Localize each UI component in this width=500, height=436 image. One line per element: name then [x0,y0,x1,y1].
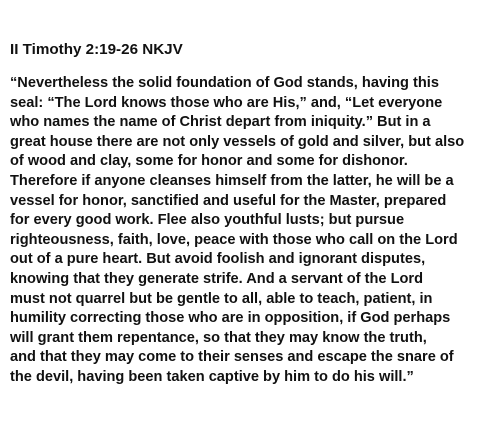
passage-line: Therefore if anyone cleanses himself from the latter, he will be a [10,172,454,189]
passage-line: humility correcting those who are in opposition, if God perhaps [10,310,451,327]
passage-title: II Timothy 2:19-26 NKJV [10,41,183,58]
passage-line: will grant them repentance, so that they may know the truth, [10,329,427,346]
passage-line: the devil, having been taken captive by him to do his will.” [10,368,414,385]
passage-line: knowing that they generate strife. And a servant of the Lord [10,270,424,287]
passage-line: righteousness, faith, love, peace with those who call on the Lord [10,231,458,248]
passage-line: and that they may come to their senses and escape the snare of [10,349,454,366]
passage-line: seal: “The Lord knows those who are His,” and, “Let everyone [10,94,443,111]
passage-text [10,74,490,388]
passage-line: great house there are not only vessels of gold and silver, but also [10,133,465,150]
passage-line: of wood and clay, some for honor and some for dishonor. [10,153,408,170]
passage-line: out of a pure heart. But avoid foolish and ignorant disputes, [10,251,426,268]
passage-line: who names the name of Christ depart from iniquity.” But in a [10,114,431,131]
passage-line: “Nevertheless the solid foundation of God stands, having this [10,75,439,91]
passage-line: vessel for honor, sanctified and useful for the Master, prepared [10,192,447,209]
passage-line: for every good work. Flee also youthful lusts; but pursue [10,212,405,229]
passage-line: must not quarrel but be gentle to all, able to teach, patient, in [10,290,433,307]
